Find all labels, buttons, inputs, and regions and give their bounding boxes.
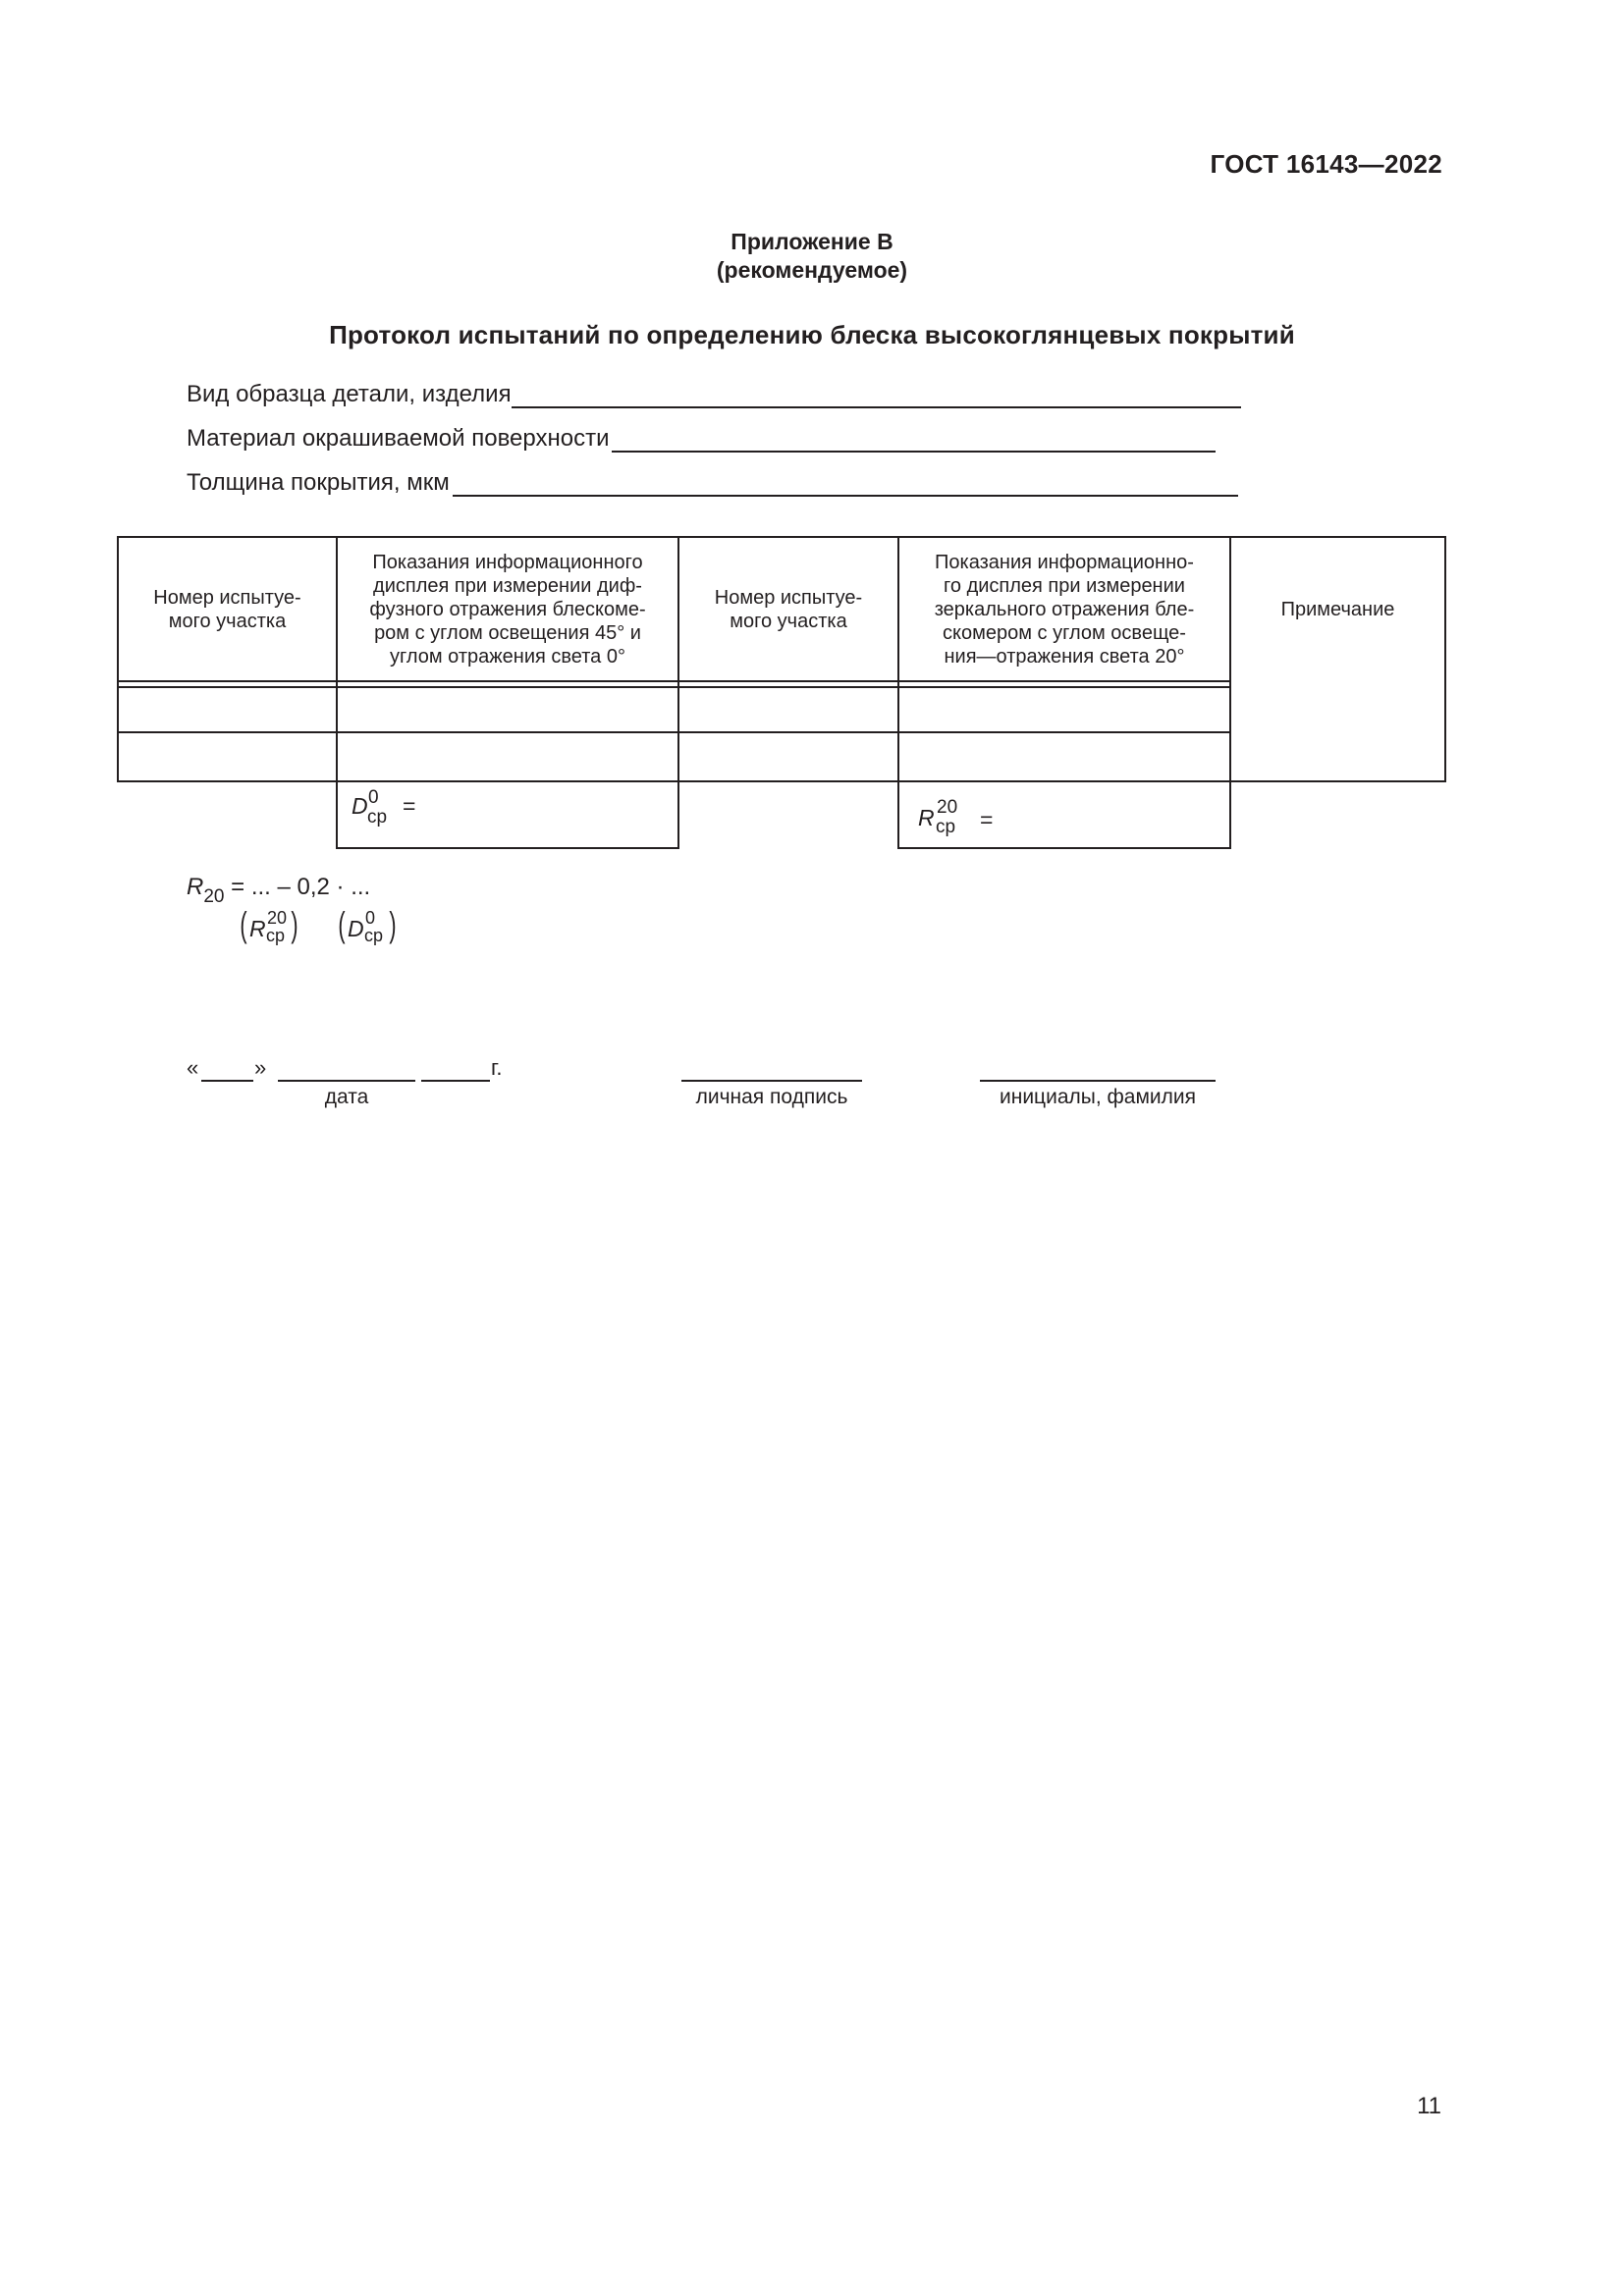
cell-r1-c1[interactable] [119,688,336,731]
header-note [1231,538,1444,680]
formula-subscript: 20 [203,886,225,907]
date-open-quote: « [187,1055,199,1080]
avg-d-subscript: ср [367,807,388,828]
surface-material-field[interactable] [187,425,1216,453]
appendix-subtitle: (рекомендуемое) [716,257,908,283]
header-site-number-2 [679,538,897,680]
appendix-title: Приложение В [731,229,893,254]
avg-d-superscript: 0 [368,787,379,808]
hint-r-open-paren: ( [240,904,247,944]
formula-expression: = ... – 0,2 · ... [231,874,371,900]
signature-line[interactable] [681,1080,862,1082]
header-double-line-1 [117,680,1230,682]
header-site-number-1-text: Номер испытуе- мого участка [153,586,301,632]
coating-thickness-line[interactable] [453,471,1238,497]
hint-d-subscript: ср [364,926,384,945]
date-caption: дата [324,1086,369,1108]
gloss-formula [187,874,371,907]
header-diffuse-reading [338,538,677,680]
cell-r2-c1[interactable] [119,733,336,780]
table-right-border [1444,536,1446,782]
signature-caption: личная подпись [695,1086,848,1108]
coating-thickness-label: Толщина покрытия, мкм [187,469,450,496]
avg-r-equals: = [980,807,994,832]
cell-r2-c3[interactable] [679,733,897,780]
hint-r-symbol: R [249,916,266,941]
coating-thickness-field[interactable] [187,469,1238,497]
name-line[interactable] [980,1080,1216,1082]
header-note-text: Примечание [1280,598,1395,620]
page-number: 11 [1417,2093,1441,2119]
header-specular-reading [899,538,1229,680]
avg-d-equals: = [403,793,416,819]
hint-d-close-paren: ) [389,904,397,944]
avg-d-cell-bottom [336,847,679,849]
formula-hint-d [336,904,405,953]
sample-type-line[interactable] [512,383,1241,408]
date-day-line[interactable] [201,1080,253,1082]
cell-r1-c4[interactable] [899,688,1229,731]
table-bottom-border [117,780,1446,782]
surface-material-label: Материал окрашиваемой поверхности [187,425,610,452]
sample-type-label: Вид образца детали, изделия [187,381,512,407]
avg-d-symbol: D [352,793,368,819]
header-site-number-1 [119,538,336,680]
cell-r1-c2[interactable] [338,688,677,731]
cell-r2-c2[interactable] [338,733,677,780]
header-specular-reading-text: Показания информационно- го дисплея при измерении зеркального отражения бле- скомером с углом освеще- ния—отражения света 20° [934,551,1195,667]
avg-r-cell[interactable] [918,797,1222,846]
cell-r2-c4[interactable] [899,733,1229,780]
formula-hint-r [238,904,306,953]
cell-note[interactable] [1231,688,1444,780]
date-year-line[interactable] [421,1080,490,1082]
sample-type-field[interactable] [187,381,1241,408]
hint-r-superscript: 20 [267,908,288,928]
cell-r1-c3[interactable] [679,688,897,731]
avg-r-symbol: R [918,805,935,830]
avg-d-cell[interactable] [352,787,666,842]
hint-d-symbol: D [348,916,364,941]
document-title: Протокол испытаний по определению блеска высокоглянцевых покрытий [329,320,1295,349]
surface-material-line[interactable] [612,427,1216,453]
hint-d-superscript: 0 [365,908,376,928]
date-close-quote: » [254,1055,267,1080]
avg-r-cell-bottom [897,847,1231,849]
name-caption: инициалы, фамилия [1000,1086,1196,1108]
header-site-number-2-text: Номер испытуе- мого участка [714,586,863,632]
date-month-line[interactable] [278,1080,415,1082]
formula-symbol: R [187,874,204,900]
hint-r-close-paren: ) [291,904,298,944]
hint-d-open-paren: ( [338,904,346,944]
avg-r-superscript: 20 [937,797,958,818]
date-year-suffix: г. [491,1055,503,1080]
avg-r-subscript: ср [936,817,956,837]
hint-r-subscript: ср [266,926,286,945]
header-diffuse-reading-text: Показания информационного дисплея при измерении диф- фузного отражения блескоме- ром с углом освещения 45° и углом отражения света 0° [369,551,646,667]
document-id: ГОСТ 16143—2022 [1210,149,1442,179]
